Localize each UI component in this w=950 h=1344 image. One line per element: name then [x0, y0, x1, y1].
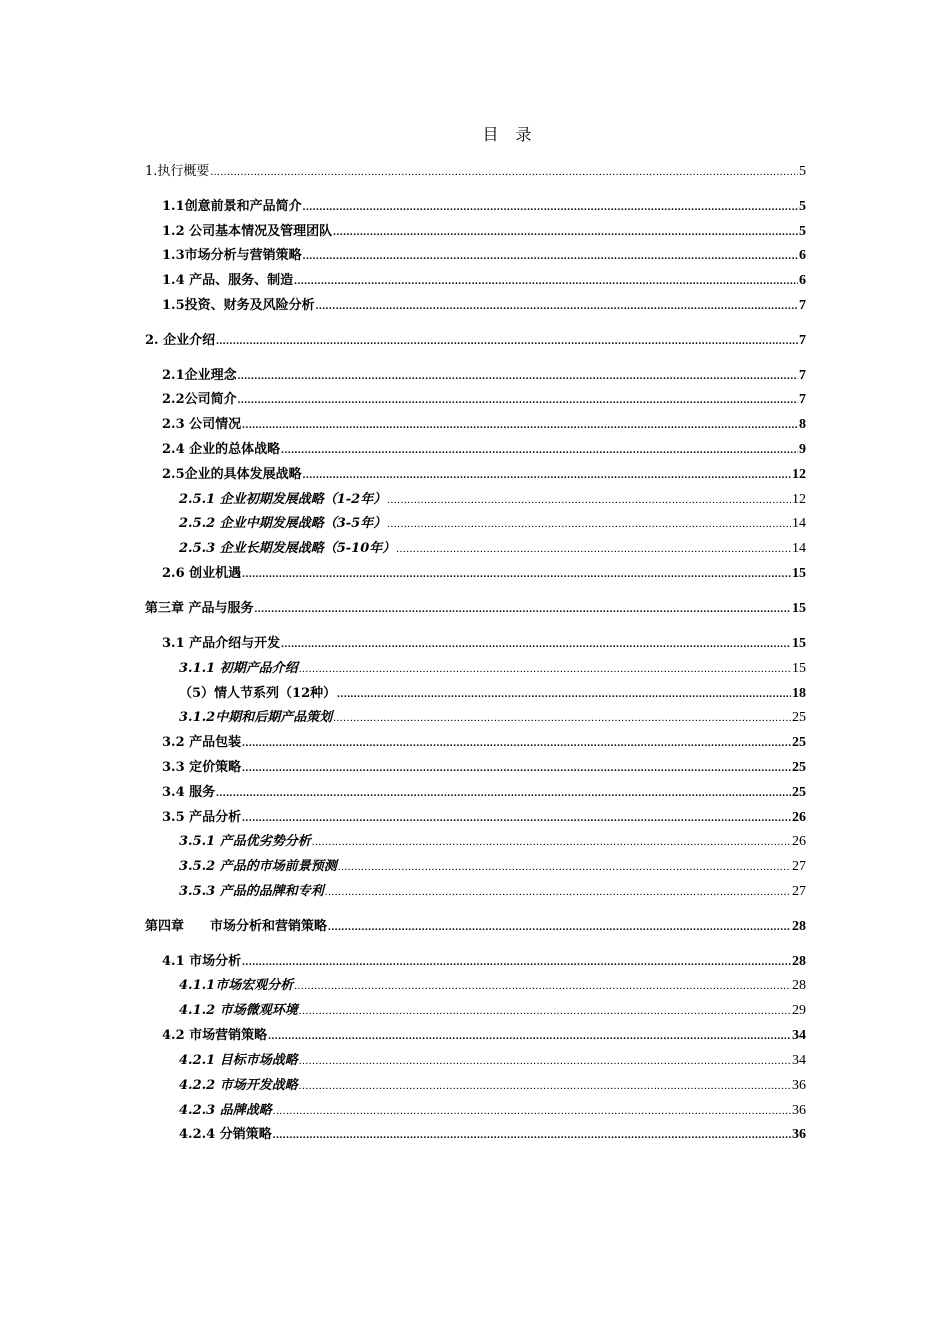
toc-dot-leader	[273, 1125, 791, 1145]
toc-dot-leader	[238, 390, 798, 410]
toc-entry-label: 2. 企业介绍	[145, 333, 216, 348]
toc-dot-leader	[273, 1101, 791, 1121]
toc-entry-page-number: 7	[799, 368, 806, 383]
toc-dot-leader	[242, 758, 791, 778]
toc-entry-page-number: 6	[799, 273, 806, 288]
toc-entry-page-number: 6	[799, 248, 806, 263]
toc-entry[interactable]	[162, 564, 806, 584]
toc-entry[interactable]	[145, 331, 806, 351]
toc-entry-label: 4.2 市场营销策略	[162, 1028, 268, 1043]
toc-entry-page-number: 26	[792, 834, 806, 849]
toc-entry-label: 2.5.2 企业中期发展战略（3-5年）	[179, 516, 387, 531]
toc-entry-label: 2.5.3 企业长期发展战略（5-10年）	[179, 541, 396, 556]
toc-entry[interactable]	[162, 296, 806, 316]
toc-dot-leader	[242, 808, 791, 828]
toc-dot-leader	[242, 415, 798, 435]
toc-dot-leader	[299, 1076, 791, 1096]
toc-dot-leader	[238, 366, 798, 386]
toc-entry-page-number: 28	[792, 954, 806, 969]
toc-dot-leader	[333, 222, 798, 242]
toc-entry[interactable]	[179, 659, 806, 679]
toc-dot-leader	[387, 514, 791, 534]
toc-entry[interactable]	[162, 246, 806, 266]
toc-entry-page-number: 8	[799, 417, 806, 432]
toc-entry[interactable]	[179, 708, 806, 728]
toc-entry-label: 2.2公司简介	[162, 392, 237, 407]
toc-entry-label: 1.执行概要	[145, 164, 210, 179]
toc-entry-page-number: 28	[792, 919, 806, 934]
toc-dot-leader	[294, 271, 798, 291]
toc-entry[interactable]	[162, 758, 806, 778]
toc-dot-leader	[337, 684, 791, 704]
toc-entry-page-number: 27	[792, 859, 806, 874]
toc-entry-label: 3.2 产品包装	[162, 735, 242, 750]
toc-entry-page-number: 25	[792, 760, 806, 775]
toc-entry-label: 3.3 定价策略	[162, 760, 242, 775]
toc-dot-leader	[242, 564, 791, 584]
toc-entry-page-number: 29	[792, 1003, 806, 1018]
toc-entry-label: 1.3市场分析与营销策略	[162, 248, 302, 263]
toc-entry[interactable]	[162, 440, 806, 460]
toc-entry-page-number: 36	[792, 1103, 806, 1118]
toc-entry[interactable]	[179, 514, 806, 534]
toc-entry-label: 1.4 产品、服务、制造	[162, 273, 294, 288]
toc-entry[interactable]	[145, 599, 806, 619]
toc-entry-label: 3.5.3 产品的品牌和专利	[179, 884, 324, 899]
toc-entry-page-number: 14	[792, 516, 806, 531]
toc-entry[interactable]	[162, 390, 806, 410]
toc-entry[interactable]	[162, 271, 806, 291]
toc-entry-label: 3.1 产品介绍与开发	[162, 636, 281, 651]
toc-entry-label: 4.2.3 品牌战略	[179, 1103, 272, 1118]
toc-entry[interactable]	[179, 490, 806, 510]
toc-entry-label: 4.2.4 分销策略	[179, 1127, 272, 1142]
toc-title: 目 录	[482, 125, 538, 144]
toc-entry-page-number: 36	[792, 1078, 806, 1093]
toc-dot-leader	[299, 659, 791, 679]
toc-dot-leader	[338, 857, 791, 877]
toc-dot-leader	[281, 634, 791, 654]
toc-dot-leader	[216, 783, 791, 803]
toc-dot-leader	[299, 1051, 791, 1071]
toc-entry-page-number: 25	[792, 785, 806, 800]
toc-entry[interactable]	[162, 465, 806, 485]
toc-entry-label: 4.1.2 市场微观环境	[179, 1003, 298, 1018]
toc-entry[interactable]	[179, 1125, 806, 1145]
toc-entry-page-number: 5	[799, 164, 806, 179]
toc-entry-page-number: 28	[792, 978, 806, 993]
toc-entry[interactable]	[162, 952, 806, 972]
toc-entry-label: 4.1 市场分析	[162, 954, 242, 969]
toc-entry[interactable]	[162, 1026, 806, 1046]
toc-entry-label: 第三章 产品与服务	[145, 601, 254, 616]
toc-dot-leader	[325, 882, 791, 902]
toc-dot-leader	[242, 733, 791, 753]
toc-entry[interactable]	[179, 684, 806, 704]
toc-entry-label: 1.1创意前景和产品简介	[162, 199, 302, 214]
toc-entry[interactable]	[179, 1076, 806, 1096]
toc-dot-leader	[303, 197, 798, 217]
toc-dot-leader	[255, 599, 791, 619]
toc-entry-label: 3.4 服务	[162, 785, 216, 800]
toc-entry-page-number: 15	[792, 661, 806, 676]
toc-entry-page-number: 36	[792, 1127, 806, 1142]
toc-entry[interactable]	[162, 197, 806, 217]
toc-entry[interactable]	[162, 222, 806, 242]
toc-entry[interactable]	[162, 366, 806, 386]
toc-entry-label: 2.4 企业的总体战略	[162, 442, 281, 457]
toc-entry-label: 2.5企业的具体发展战略	[162, 467, 302, 482]
toc-entry-label: 2.6 创业机遇	[162, 566, 242, 581]
toc-entry-page-number: 12	[792, 467, 806, 482]
toc-entry[interactable]	[179, 857, 806, 877]
toc-entry-page-number: 34	[792, 1028, 806, 1043]
toc-entry-label: 1.2 公司基本情况及管理团队	[162, 224, 333, 239]
toc-entry[interactable]	[179, 882, 806, 902]
toc-entry-page-number: 7	[799, 298, 806, 313]
toc-entry-label: 2.3 公司情况	[162, 417, 242, 432]
toc-entry-page-number: 26	[792, 810, 806, 825]
toc-entry-label: 1.5投资、财务及风险分析	[162, 298, 315, 313]
toc-entry-page-number: 15	[792, 601, 806, 616]
toc-dot-leader	[396, 539, 791, 559]
toc-entry-label: 2.1企业理念	[162, 368, 237, 383]
toc-entry-page-number: 5	[799, 224, 806, 239]
toc-entry-page-number: 34	[792, 1053, 806, 1068]
toc-entry[interactable]	[145, 917, 806, 937]
toc-entry-page-number: 12	[792, 492, 806, 507]
toc-dot-leader	[303, 465, 791, 485]
toc-dot-leader	[303, 246, 798, 266]
toc-dot-leader	[281, 440, 798, 460]
toc-entry[interactable]	[162, 733, 806, 753]
toc-dot-leader	[210, 162, 798, 182]
toc-entry-page-number: 5	[799, 199, 806, 214]
toc-entry[interactable]	[162, 415, 806, 435]
toc-entry-label: 4.2.1 目标市场战略	[179, 1053, 298, 1068]
toc-dot-leader	[299, 1001, 791, 1021]
toc-dot-leader	[387, 490, 791, 510]
toc-entry[interactable]	[179, 1001, 806, 1021]
toc-entry-page-number: 15	[792, 566, 806, 581]
toc-entry-page-number: 15	[792, 636, 806, 651]
toc-entry-label: 3.5.1 产品优劣势分析	[179, 834, 311, 849]
toc-dot-leader	[294, 976, 791, 996]
toc-entry-page-number: 27	[792, 884, 806, 899]
toc-entry-label: 4.2.2 市场开发战略	[179, 1078, 298, 1093]
toc-entry-label: 4.1.1市场宏观分析	[179, 978, 294, 993]
toc-dot-leader	[312, 832, 791, 852]
toc-entry-label: （5）情人节系列（12种）	[179, 686, 337, 701]
toc-entry[interactable]	[179, 539, 806, 559]
toc-entry-page-number: 25	[792, 710, 806, 725]
toc-entry[interactable]	[162, 634, 806, 654]
toc-dot-leader	[242, 952, 791, 972]
toc-entry-label: 3.5.2 产品的市场前景预测	[179, 859, 337, 874]
toc-entry-page-number: 9	[799, 442, 806, 457]
toc-entry[interactable]	[179, 1051, 806, 1071]
toc-entry[interactable]	[162, 783, 806, 803]
toc-entry-page-number: 25	[792, 735, 806, 750]
toc-entry-page-number: 7	[799, 333, 806, 348]
toc-entry[interactable]	[179, 832, 806, 852]
toc-entry[interactable]	[162, 808, 806, 828]
toc-entry[interactable]	[179, 976, 806, 996]
toc-entry-label: 3.5 产品分析	[162, 810, 242, 825]
toc-dot-leader	[268, 1026, 791, 1046]
toc-entry-label: 3.1.1 初期产品介绍	[179, 661, 298, 676]
toc-entry-label: 第四章 市场分析和营销策略	[145, 919, 328, 934]
toc-entry-page-number: 18	[792, 686, 806, 701]
toc-entry[interactable]	[179, 1101, 806, 1121]
toc-entry[interactable]	[145, 162, 806, 182]
toc-dot-leader	[328, 917, 791, 937]
toc-dot-leader	[333, 708, 791, 728]
toc-entry-page-number: 14	[792, 541, 806, 556]
toc-dot-leader	[216, 331, 798, 351]
toc-entry-label: 3.1.2中期和后期产品策划	[179, 710, 333, 725]
toc-entry-label: 2.5.1 企业初期发展战略（1-2年）	[179, 492, 387, 507]
toc-entry-page-number: 7	[799, 392, 806, 407]
toc-dot-leader	[316, 296, 798, 316]
